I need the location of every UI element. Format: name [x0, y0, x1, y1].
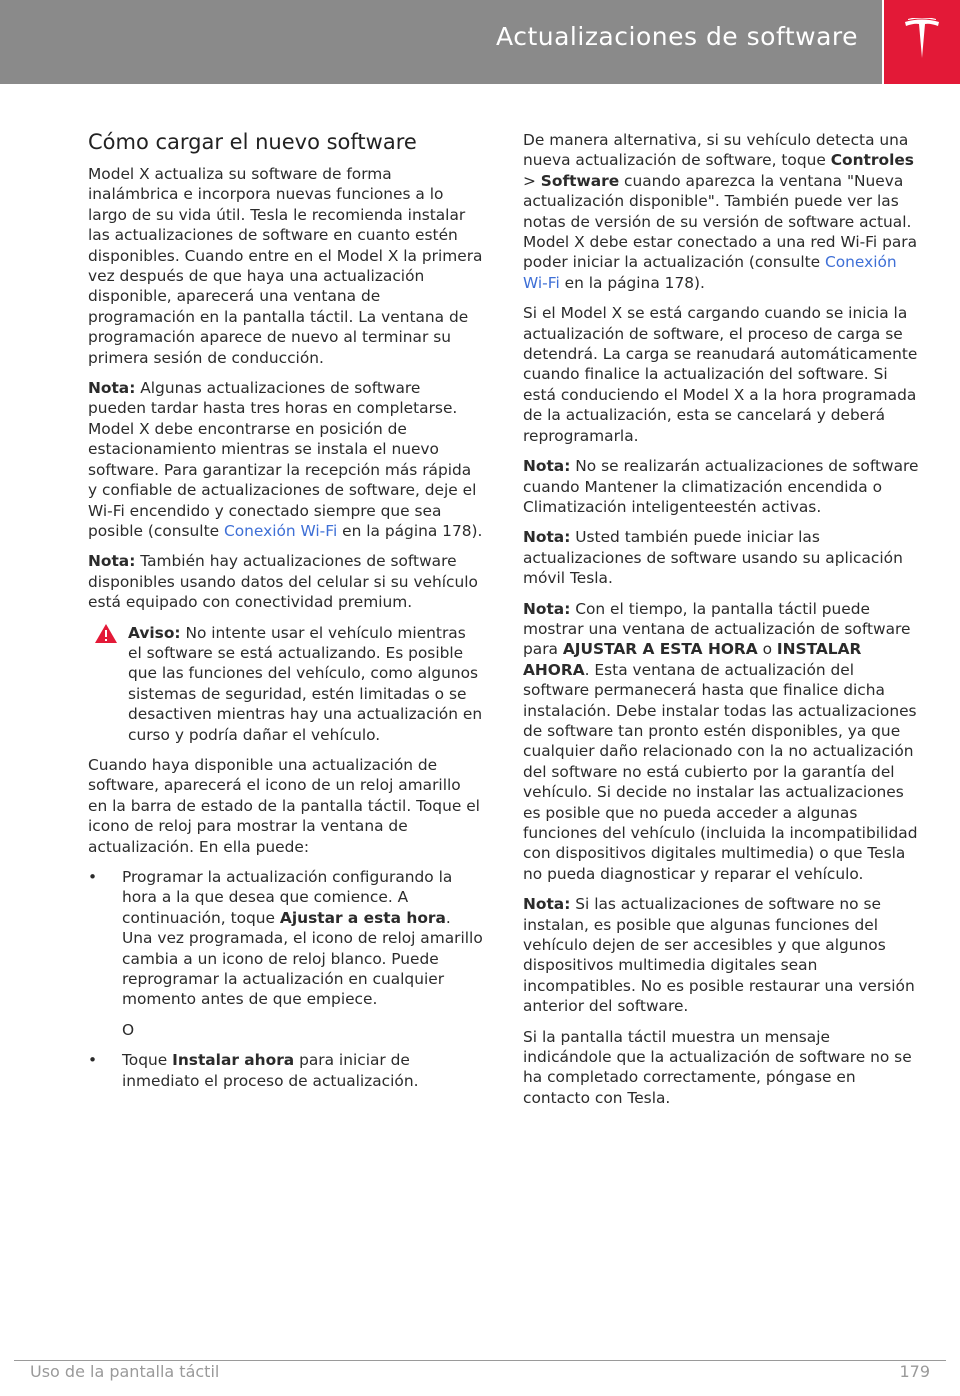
body-paragraph: Si la pantalla táctil muestra un mensaje indicándole que la actualización de software no se ha completado correctamente, póngase en contacto con Tesla.	[523, 1027, 912, 1107]
page-number: 179	[899, 1362, 930, 1381]
wifi-connection-link[interactable]: Conexión Wi-Fi	[223, 521, 338, 540]
section-heading: Cómo cargar el nuevo software	[88, 130, 417, 154]
page-title: Actualizaciones de software	[496, 22, 858, 51]
body-paragraph: De manera alternativa, si su vehículo detecta una nueva actualización de software, toque Controles > Software cuando aparezca la ventana "Nueva actualización disponible". También puede ver las notas de versión de su versión de software actual. Model X debe estar conectado a una red Wi-Fi para poder iniciar la actualización (consulte Conexión Wi-Fi en la página 178).	[523, 131, 918, 292]
warning-triangle-icon	[94, 623, 118, 644]
note-label: Nota:	[88, 552, 136, 571]
note-paragraph: Nota: Con el tiempo, la pantalla táctil puede mostrar una ventana de actualización de software para AJUSTAR A ESTA HORA o INSTALAR AHORA. Esta ventana de actualización del software permanecerá hasta que finalice dicha instalación. Debe instalar todas las actualizaciones de software tan pronto estén disponibles, ya que cualquier daño relacionado con la no actualización del software no está cubierto por la garantía del vehículo. Si decide no instalar las actualizaciones es posible que no pueda acceder a algunas funciones del vehículo (incluida la incompatibilidad con dispositivos digitales multimedia) o que Tesla no pueda diagnosticar y reparar el vehículo.	[523, 599, 918, 883]
header-bar	[0, 0, 882, 84]
options-list	[88, 867, 483, 1010]
software-label: Software	[540, 171, 620, 190]
install-now-caps-label: INSTALAR AHORA	[523, 640, 862, 679]
warning-label: Aviso:	[128, 623, 181, 642]
note-label: Nota:	[523, 457, 571, 476]
install-now-label: Instalar ahora	[172, 1051, 295, 1070]
intro-paragraph: Model X actualiza su software de forma inalámbrica e incorpora nuevas funciones a lo largo de su vida útil. Tesla le recomienda instalar las actualizaciones de software en cuanto estén disponibles. Cuando entre en el Model X la primera vez después de que haya una actualización disponible, aparecerá una ventana de programación en la pantalla táctil. La ventana de programación aparece de nuevo al terminar su primera sesión de conducción.	[88, 165, 483, 367]
note-paragraph: Nota: Usted también puede iniciar las actualizaciones de software usando su aplicación móvil Tesla.	[523, 528, 903, 588]
bullet-icon: •	[88, 868, 98, 886]
note-paragraph: Nota: Si las actualizaciones de software no se instalan, es posible que algunas funciones del vehículo dejen de ser accesibles y que algunos dispositivos multimedia digitales sean incompatibles. No es posible restaurar una versión anterior del software.	[523, 895, 915, 1016]
wifi-connection-link[interactable]: Conexión Wi-Fi	[523, 253, 897, 292]
body-paragraph: Si el Model X se está cargando cuando se inicia la actualización de software, el proceso de carga se detendrá. La carga se reanudará automáticamente cuando finalice la actualización del software. Si está conduciendo el Model X a la hora programada de la actualización, esta se cancelará y deberá reprogramarla.	[523, 304, 918, 445]
or-separator: O	[122, 1020, 135, 1039]
tesla-logo-icon	[903, 18, 941, 64]
note-label: Nota:	[523, 599, 571, 618]
note-label: Nota:	[523, 528, 571, 547]
right-column	[523, 130, 920, 1118]
options-list	[88, 1050, 483, 1091]
note-paragraph: Nota: No se realizarán actualizaciones de software cuando Mantener la climatización encendida o Climatización inteligenteestén activas.	[523, 457, 919, 516]
warning-block: Aviso: No intente usar el vehículo mientras el software se está actualizando. Es posible que las funciones del vehículo, como algunos sistemas de seguridad, estén limitadas o se desactiven mientras hay una actualización en curso y podría dañar el vehículo.	[88, 623, 483, 745]
footer-section-name: Uso de la pantalla táctil	[30, 1362, 220, 1381]
set-time-label: Ajustar a esta hora	[279, 908, 446, 927]
note-label: Nota:	[523, 895, 571, 914]
left-column	[88, 128, 483, 1101]
brand-logo-box	[884, 0, 960, 84]
list-item: • Programar la actualización configurando la hora a la que desea que comience. A continuación, toque Ajustar a esta hora. Una vez programada, el icono de reloj amarillo cambia a un icono de reloj blanco. Puede reprogramar la actualización en cualquier momento antes de que empiece.	[88, 868, 483, 1009]
footer-divider	[14, 1360, 946, 1361]
body-paragraph: Cuando haya disponible una actualización de software, aparecerá el icono de un reloj amarillo en la barra de estado de la pantalla táctil. Toque el icono de reloj para mostrar la ventana de actualización. En ella puede:	[88, 755, 480, 856]
note-paragraph: Nota: Algunas actualizaciones de software pueden tardar hasta tres horas en completarse. Model X debe encontrarse en posición de estacionamiento mientras se instala el nuevo software. Para garantizar la recepción más rápida y confiable de actualizaciones de software, deje el Wi-Fi encendido y conectado siempre que sea posible (consulte Conexión Wi-Fi en la página 178).	[88, 379, 483, 540]
controls-label: Controles	[830, 151, 914, 170]
note-paragraph: Nota: También hay actualizaciones de software disponibles usando datos del celular si su vehículo está equipado con conectividad premium.	[88, 552, 478, 612]
note-label: Nota:	[88, 379, 136, 398]
set-time-caps-label: AJUSTAR A ESTA HORA	[562, 640, 758, 659]
bullet-icon: •	[88, 1051, 98, 1070]
list-item: • Toque Instalar ahora para iniciar de inmediato el proceso de actualización.	[88, 1051, 419, 1090]
